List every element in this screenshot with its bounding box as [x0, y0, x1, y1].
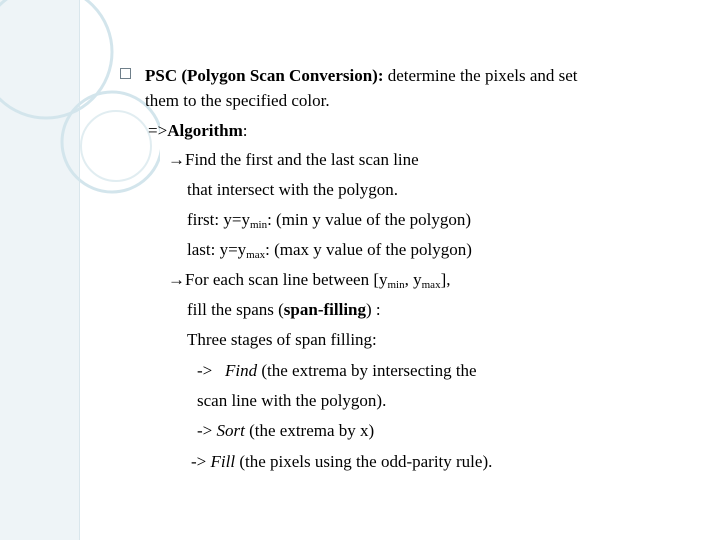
first-sub: min	[249, 219, 268, 231]
right-arrow-icon: →	[168, 150, 185, 169]
last-line	[187, 240, 472, 260]
step-2-sub-max: max	[421, 279, 441, 291]
decorative-rings	[0, 0, 160, 240]
checkbox-square-icon	[120, 68, 131, 79]
step-2-mid: , y	[404, 270, 422, 289]
last-pre: last: y=y	[187, 240, 247, 259]
ring-small	[81, 111, 151, 181]
span-fill-pre: fill the spans (	[187, 300, 284, 319]
step-2-sub-min: min	[387, 279, 405, 291]
step-2-continued	[187, 300, 381, 320]
fill-term: Fill	[210, 452, 236, 471]
ring-large	[0, 0, 112, 118]
dash-arrow-icon: ->	[197, 361, 213, 380]
step-2-post: ],	[440, 270, 451, 289]
stages-heading: Three stages of span filling:	[187, 330, 377, 349]
bullet-line-1	[145, 66, 578, 86]
algorithm-arrow: =>	[148, 121, 168, 140]
fill-rest: (the pixels using the odd-parity rule).	[235, 452, 493, 471]
algorithm-colon: :	[242, 121, 248, 140]
sort-term: Sort	[216, 421, 245, 440]
step-1-text: Find the first and the last scan line	[185, 150, 419, 169]
sort-rest: (the extrema by x)	[244, 421, 375, 440]
first-post: : (min y value of the polygon)	[267, 210, 472, 229]
step-2-pre: For each scan line between [y	[185, 270, 388, 289]
stage-find	[197, 361, 477, 381]
find-rest: (the extrema by intersecting the	[257, 361, 477, 380]
right-arrow-icon: →	[168, 270, 185, 289]
bullet-line-2: them to the specified color.	[145, 91, 330, 110]
step-1	[168, 150, 419, 170]
find-term: Find	[225, 361, 258, 380]
first-line	[187, 210, 471, 230]
stage-sort	[197, 421, 374, 441]
dash-arrow-icon: ->	[197, 421, 213, 440]
last-post: : (max y value of the polygon)	[265, 240, 472, 259]
dash-arrow-icon: ->	[191, 452, 207, 471]
step-1-continued: that intersect with the polygon.	[187, 180, 399, 199]
step-2	[168, 270, 451, 290]
last-sub: max	[246, 249, 266, 261]
stage-fill	[191, 452, 492, 472]
algorithm-heading	[148, 121, 247, 141]
psc-definition: determine the pixels and set	[383, 66, 578, 85]
first-pre: first: y=y	[187, 210, 250, 229]
span-filling-term: span-filling	[283, 300, 366, 319]
psc-title: PSC (Polygon Scan Conversion):	[145, 66, 384, 85]
span-fill-post: ) :	[366, 300, 381, 319]
algorithm-label: Algorithm	[167, 121, 243, 140]
stage-find-continued: scan line with the polygon).	[197, 391, 387, 410]
